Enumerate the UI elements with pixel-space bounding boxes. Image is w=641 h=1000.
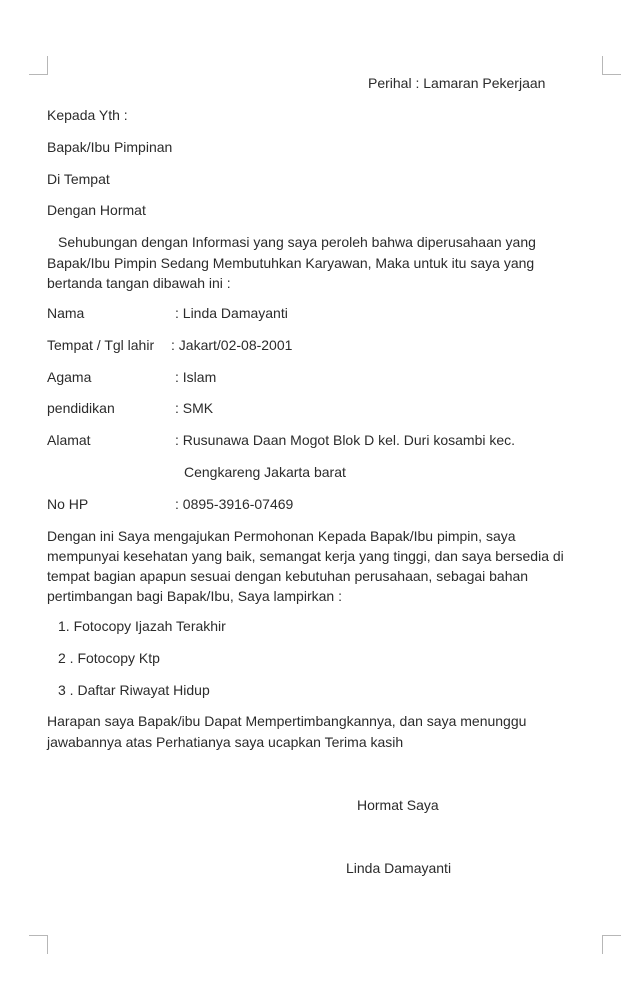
- body-line: Dengan ini Saya mengajukan Permohonan Kepada Bapak/Ibu pimpin, saya: [47, 528, 516, 544]
- attachment-item: 2 . Fotocopy Ktp: [58, 650, 160, 666]
- recipient-line: Di Tempat: [47, 171, 110, 187]
- attachment-item: 3 . Daftar Riwayat Hidup: [58, 682, 210, 698]
- recipient-line: Bapak/Ibu Pimpinan: [47, 139, 173, 155]
- margin-corner-bottom-right: [602, 935, 621, 954]
- margin-corner-top-left: [29, 56, 48, 75]
- detail-value-birth: : Jakart/02-08-2001: [171, 337, 293, 353]
- signature-name: Linda Damayanti: [346, 860, 452, 876]
- body-line: mempunyai kesehatan yang baik, semangat kerja yang tinggi, dan saya bersedia di: [47, 548, 564, 564]
- margin-corner-top-right: [602, 56, 621, 75]
- detail-label-birth: Tempat / Tgl lahir: [47, 337, 155, 353]
- recipient-line: Kepada Yth :: [47, 107, 128, 123]
- detail-value-address: : Rusunawa Daan Mogot Blok D kel. Duri kosambi kec.: [175, 432, 516, 448]
- detail-label-address: Alamat: [47, 432, 91, 448]
- detail-value-name: : Linda Damayanti: [175, 305, 288, 321]
- detail-value-address-cont: Cengkareng Jakarta barat: [184, 464, 346, 480]
- detail-label-phone: No HP: [47, 496, 89, 512]
- detail-value-education: : SMK: [175, 400, 214, 416]
- attachment-item: 1. Fotocopy Ijazah Terakhir: [58, 618, 226, 634]
- margin-corner-bottom-left: [29, 935, 48, 954]
- detail-label-religion: Agama: [47, 369, 92, 385]
- intro-line: bertanda tangan dibawah ini :: [47, 275, 231, 291]
- body-line: tempat bagian apapun sesuai dengan kebutuhan perusahaan, sebagai bahan: [47, 568, 529, 584]
- detail-label-name: Nama: [47, 305, 85, 321]
- sign-off: Hormat Saya: [357, 797, 439, 813]
- closing-line: jawabannya atas Perhatianya saya ucapkan Terima kasih: [47, 734, 404, 750]
- subject-line: Perihal : Lamaran Pekerjaan: [368, 75, 546, 91]
- body-line: pertimbangan bagi Bapak/Ibu, Saya lampirkan :: [47, 588, 342, 604]
- detail-value-religion: : Islam: [175, 369, 217, 385]
- intro-line: Sehubungan dengan Informasi yang saya peroleh bahwa diperusahaan yang: [58, 234, 536, 250]
- greeting: Dengan Hormat: [47, 202, 146, 218]
- detail-label-education: pendidikan: [47, 400, 115, 416]
- detail-value-phone: : 0895-3916-07469: [175, 496, 294, 512]
- intro-line: Bapak/Ibu Pimpin Sedang Membutuhkan Karyawan, Maka untuk itu saya yang: [47, 255, 535, 271]
- closing-line: Harapan saya Bapak/ibu Dapat Mempertimbangkannya, dan saya menunggu: [47, 713, 527, 729]
